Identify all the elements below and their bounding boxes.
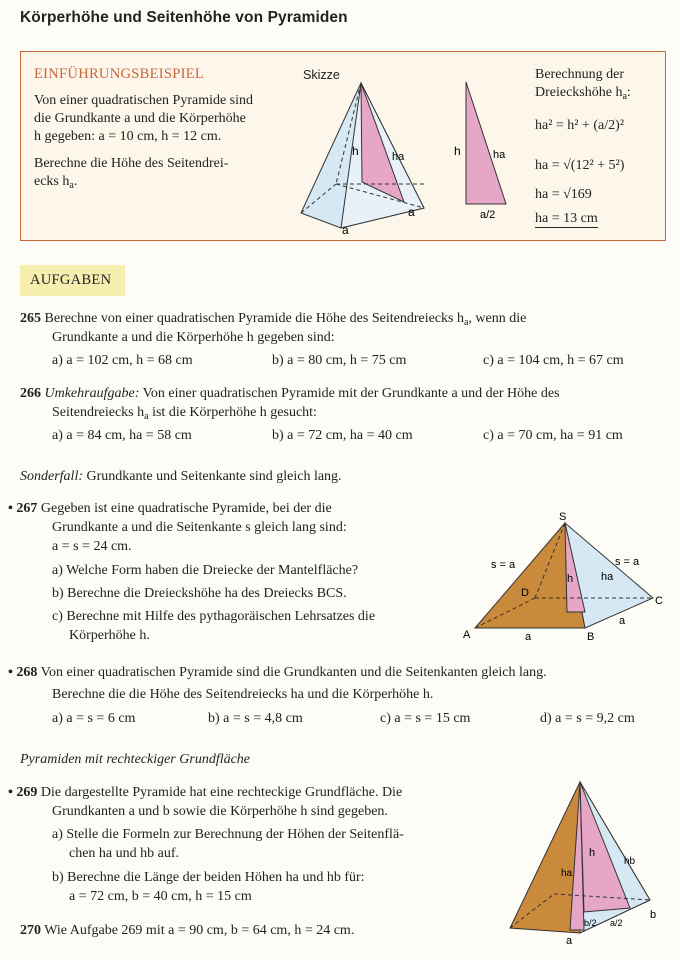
intro-pyramid-figure	[296, 78, 536, 238]
fig267-S: S	[559, 511, 567, 523]
intro-line-1: Von einer quadratischen Pyramide sind	[34, 93, 254, 108]
task-266-b: b) a = 72 cm, ha = 40 cm	[272, 428, 413, 443]
task-266-line-1: 266 Umkehraufgabe: Von einer quadratischen Pyramide mit der Grundkante a und der Höhe des	[20, 386, 560, 401]
task-265-b: b) a = 80 cm, h = 75 cm	[272, 353, 407, 368]
page-title: Körperhöhe und Seitenhöhe von Pyramiden	[20, 9, 348, 26]
task-266-line-2: Seitendreiecks $h_a$ ist die Körperhöhe h gesucht:	[52, 405, 317, 422]
task-270: 270 Wie Aufgabe 269 mit a = 90 cm, b = 64 cm, h = 24 cm.	[20, 923, 355, 938]
calc-title-line-2: Dreieckshöhe $h_a$:	[535, 85, 631, 102]
task-267-line-1: • 267 Gegeben ist eine quadratische Pyramide, bei der die	[8, 501, 332, 516]
fig267-D: D	[521, 587, 529, 599]
calc-eq-2: ha = √(12² + 5²)	[535, 158, 625, 173]
section-label: AUFGABEN	[30, 272, 112, 288]
intro-line-3: h gegeben: a = 10 cm, h = 12 cm.	[34, 129, 222, 144]
task-269-line-2: Grundkanten a und b sowie die Körperhöhe h sind gegeben.	[52, 804, 388, 819]
triangle-ha-label: ha	[493, 149, 506, 161]
fig267-sa-left: s = a	[491, 559, 516, 571]
triangle-a2-label: a/2	[480, 209, 496, 221]
task-267-line-2: Grundkante a und die Seitenkante s gleich lang sind:	[52, 520, 347, 535]
fig269-a2: a/2	[610, 918, 623, 928]
sketch-label: Skizze	[303, 68, 340, 82]
calc-title-line-1: Berechnung der	[535, 67, 625, 82]
task-269-b1: b) Berechne die Länge der beiden Höhen ha und hb für:	[52, 870, 365, 885]
intro-task-line-2: ecks $h_a$.	[34, 174, 78, 191]
task-269-line-1: • 269 Die dargestellte Pyramide hat eine rechteckige Grundfläche. Die	[8, 785, 403, 800]
sketch-a-bottom-label: a	[342, 223, 349, 237]
task-268-c: c) a = s = 15 cm	[380, 711, 471, 726]
fig269-h: h	[589, 847, 596, 859]
fig267-ha: ha	[601, 571, 614, 583]
special-case-heading: Sonderfall: Grundkante und Seitenkante sind gleich lang.	[20, 469, 342, 484]
sketch-h-label: h	[352, 144, 359, 158]
task-265-a: a) a = 102 cm, h = 68 cm	[52, 353, 193, 368]
task-266-a: a) a = 84 cm, ha = 58 cm	[52, 428, 192, 443]
task-269-b2: a = 72 cm, b = 40 cm, h = 15 cm	[69, 889, 252, 904]
task-267-c1: c) Berechne mit Hilfe des pythagoräischen Lehrsatzes die	[52, 609, 376, 624]
task-267-line-3: a = s = 24 cm.	[52, 539, 132, 554]
task-268-a: a) a = s = 6 cm	[52, 711, 136, 726]
fig267-B: B	[587, 631, 595, 643]
rect-pyramid-heading: Pyramiden mit rechteckiger Grundfläche	[20, 752, 251, 767]
fig269-hb: hb	[624, 856, 636, 867]
task-267-c2: Körperhöhe h.	[69, 628, 150, 643]
calc-title	[535, 66, 665, 106]
fig269-ha: ha	[561, 868, 573, 879]
task-268-line-1: • 268 Von einer quadratischen Pyramide sind die Grundkanten und die Seitenkanten gleich lang.	[8, 665, 547, 680]
sketch-a-label: a	[408, 205, 415, 219]
task-269-a2: chen ha und hb auf.	[69, 846, 180, 861]
sketch-ha-label: ha	[392, 151, 405, 163]
fig267-h: h	[567, 573, 574, 585]
section-label-box	[20, 265, 125, 296]
fig267-a2: a	[619, 615, 626, 627]
fig269-b2: b/2	[584, 918, 597, 928]
task-267-pyramid-figure	[455, 508, 670, 648]
fig267-a1: a	[525, 631, 532, 643]
task-269-pyramid-figure	[504, 778, 674, 948]
task-268-line-2: Berechne die die Höhe des Seitendreiecks ha und die Körperhöhe h.	[52, 687, 434, 702]
intro-task-line-1: Berechne die Höhe des Seitendrei-	[34, 156, 229, 171]
calc-eq-3: ha = √169	[535, 187, 592, 202]
calc-eq-4: ha = 13 cm	[535, 211, 598, 226]
task-265-c: c) a = 104 cm, h = 67 cm	[483, 353, 624, 368]
calc-eq-1: ha² = h² + (a/2)²	[535, 118, 625, 133]
fig269-b: b	[650, 909, 657, 921]
task-265-line-2: Grundkante a und die Körperhöhe h gegeben sind:	[52, 330, 335, 345]
intro-heading: EINFÜHRUNGSBEISPIEL	[34, 66, 205, 82]
task-268-d: d) a = s = 9,2 cm	[540, 711, 635, 726]
fig267-A: A	[463, 629, 471, 641]
intro-text	[34, 92, 296, 195]
right-triangle-shape	[466, 82, 506, 204]
task-267-b: b) Berechne die Dreieckshöhe ha des Dreiecks BCS.	[52, 586, 347, 601]
task-267-a: a) Welche Form haben die Dreiecke der Mantelfläche?	[52, 563, 359, 578]
task-265-line-1: 265 Berechne von einer quadratischen Pyramide die Höhe des Seitendreiecks $h_a$, wenn die	[20, 311, 527, 328]
fig269-a: a	[566, 935, 573, 947]
fig267-C: C	[655, 595, 663, 607]
fig267-sa-right: s = a	[615, 556, 640, 568]
rect-side-triangle-shape	[580, 782, 630, 912]
task-266-c: c) a = 70 cm, ha = 91 cm	[483, 428, 623, 443]
task-269-a1: a) Stelle die Formeln zur Berechnung der Höhen der Seitenflä-	[52, 827, 404, 842]
task-268-b: b) a = s = 4,8 cm	[208, 711, 303, 726]
intro-line-2: die Grundkante a und die Körperhöhe	[34, 111, 246, 126]
triangle-h-label: h	[454, 144, 461, 158]
